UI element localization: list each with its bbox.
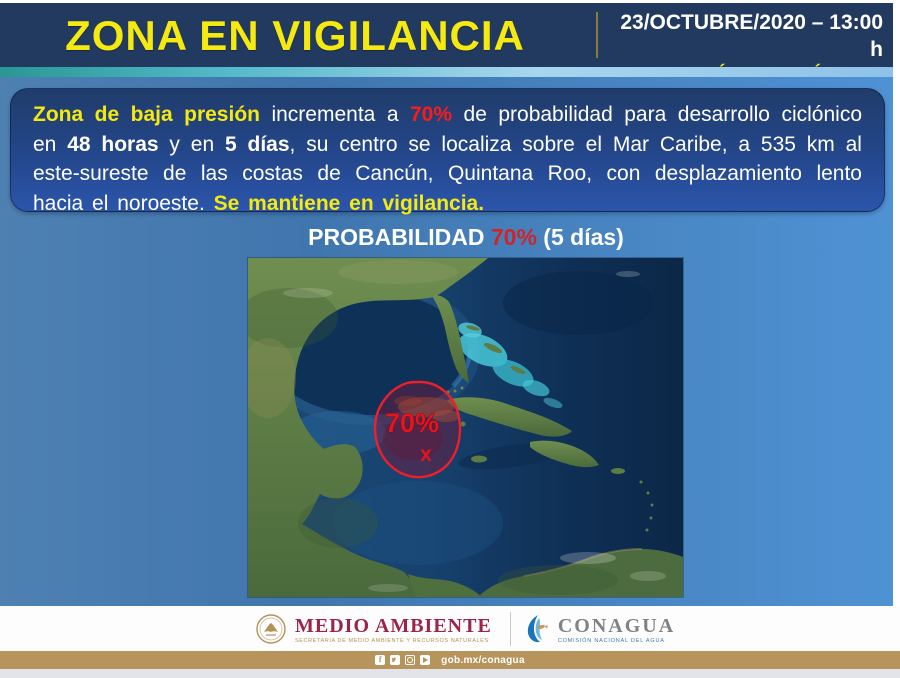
main-panel: [0, 77, 893, 606]
social-bar: [0, 651, 900, 669]
advisory-48h: 48 horas: [67, 132, 159, 156]
medio-ambiente-subtitle: SECRETARÍA DE MEDIO AMBIENTE Y RECURSOS NATURALES: [295, 637, 489, 644]
instagram-icon: [405, 655, 415, 665]
page-title: ZONA EN VIGILANCIA: [65, 12, 525, 59]
zone-center-marker: x: [420, 443, 432, 466]
bottom-gray-strip: [0, 669, 900, 678]
youtube-icon: [420, 655, 430, 665]
advisory-run: de probabilidad para desarrollo ciclónico en: [33, 103, 871, 156]
advisory-highlight: Zona de baja presión: [33, 103, 260, 126]
jamaica: [471, 456, 487, 463]
facebook-icon: f: [375, 655, 385, 665]
development-zone: [375, 382, 460, 477]
advisory-run: , su centro se localiza sobre el Mar Caribe, a 535 km al este-sureste de las costas de Cancún, Quintana Roo, con desplazamiento lento hacia el noroeste.: [33, 132, 871, 215]
date-time: 23/OCTUBRE/2020 – 13:00 h: [620, 11, 883, 61]
zone-probability-label: 70%: [384, 408, 440, 438]
map-title-percentage: 70%: [490, 224, 537, 250]
logo-divider: [510, 612, 511, 646]
map-title: [171, 222, 761, 252]
header-divider: [596, 12, 598, 58]
satellite-map: [248, 258, 683, 597]
advisory-run: y en: [158, 132, 225, 156]
advisory-paragraph: [33, 100, 871, 218]
mexico-eagle-seal-icon: [255, 613, 287, 645]
caribbean-map-svg: [248, 258, 683, 597]
map-title-suffix: (5 días): [536, 224, 624, 250]
advisory-run: incrementa a: [259, 103, 410, 126]
advisory-5d: 5 días: [224, 132, 290, 156]
gob-mx-url: gob.mx/conagua: [441, 654, 525, 666]
teal-gradient-band: [0, 67, 893, 77]
probability-value: 70%: [410, 103, 453, 126]
twitter-icon: [390, 655, 400, 665]
conagua-logo-text: CONAGUA: [557, 614, 676, 637]
advisory-text-box: [10, 88, 885, 215]
map-title-prefix: PROBABILIDAD: [308, 224, 491, 250]
conagua-water-icon: [525, 614, 551, 644]
footer: [0, 606, 900, 651]
puerto-rico: [611, 468, 625, 474]
watch-status: Se mantiene en vigilancia.: [213, 191, 485, 215]
conagua-subtitle: COMISIÓN NACIONAL DEL AGUA: [557, 637, 665, 644]
medio-ambiente-logo-text: MEDIO AMBIENTE: [295, 614, 492, 637]
header-bar: [0, 3, 893, 69]
